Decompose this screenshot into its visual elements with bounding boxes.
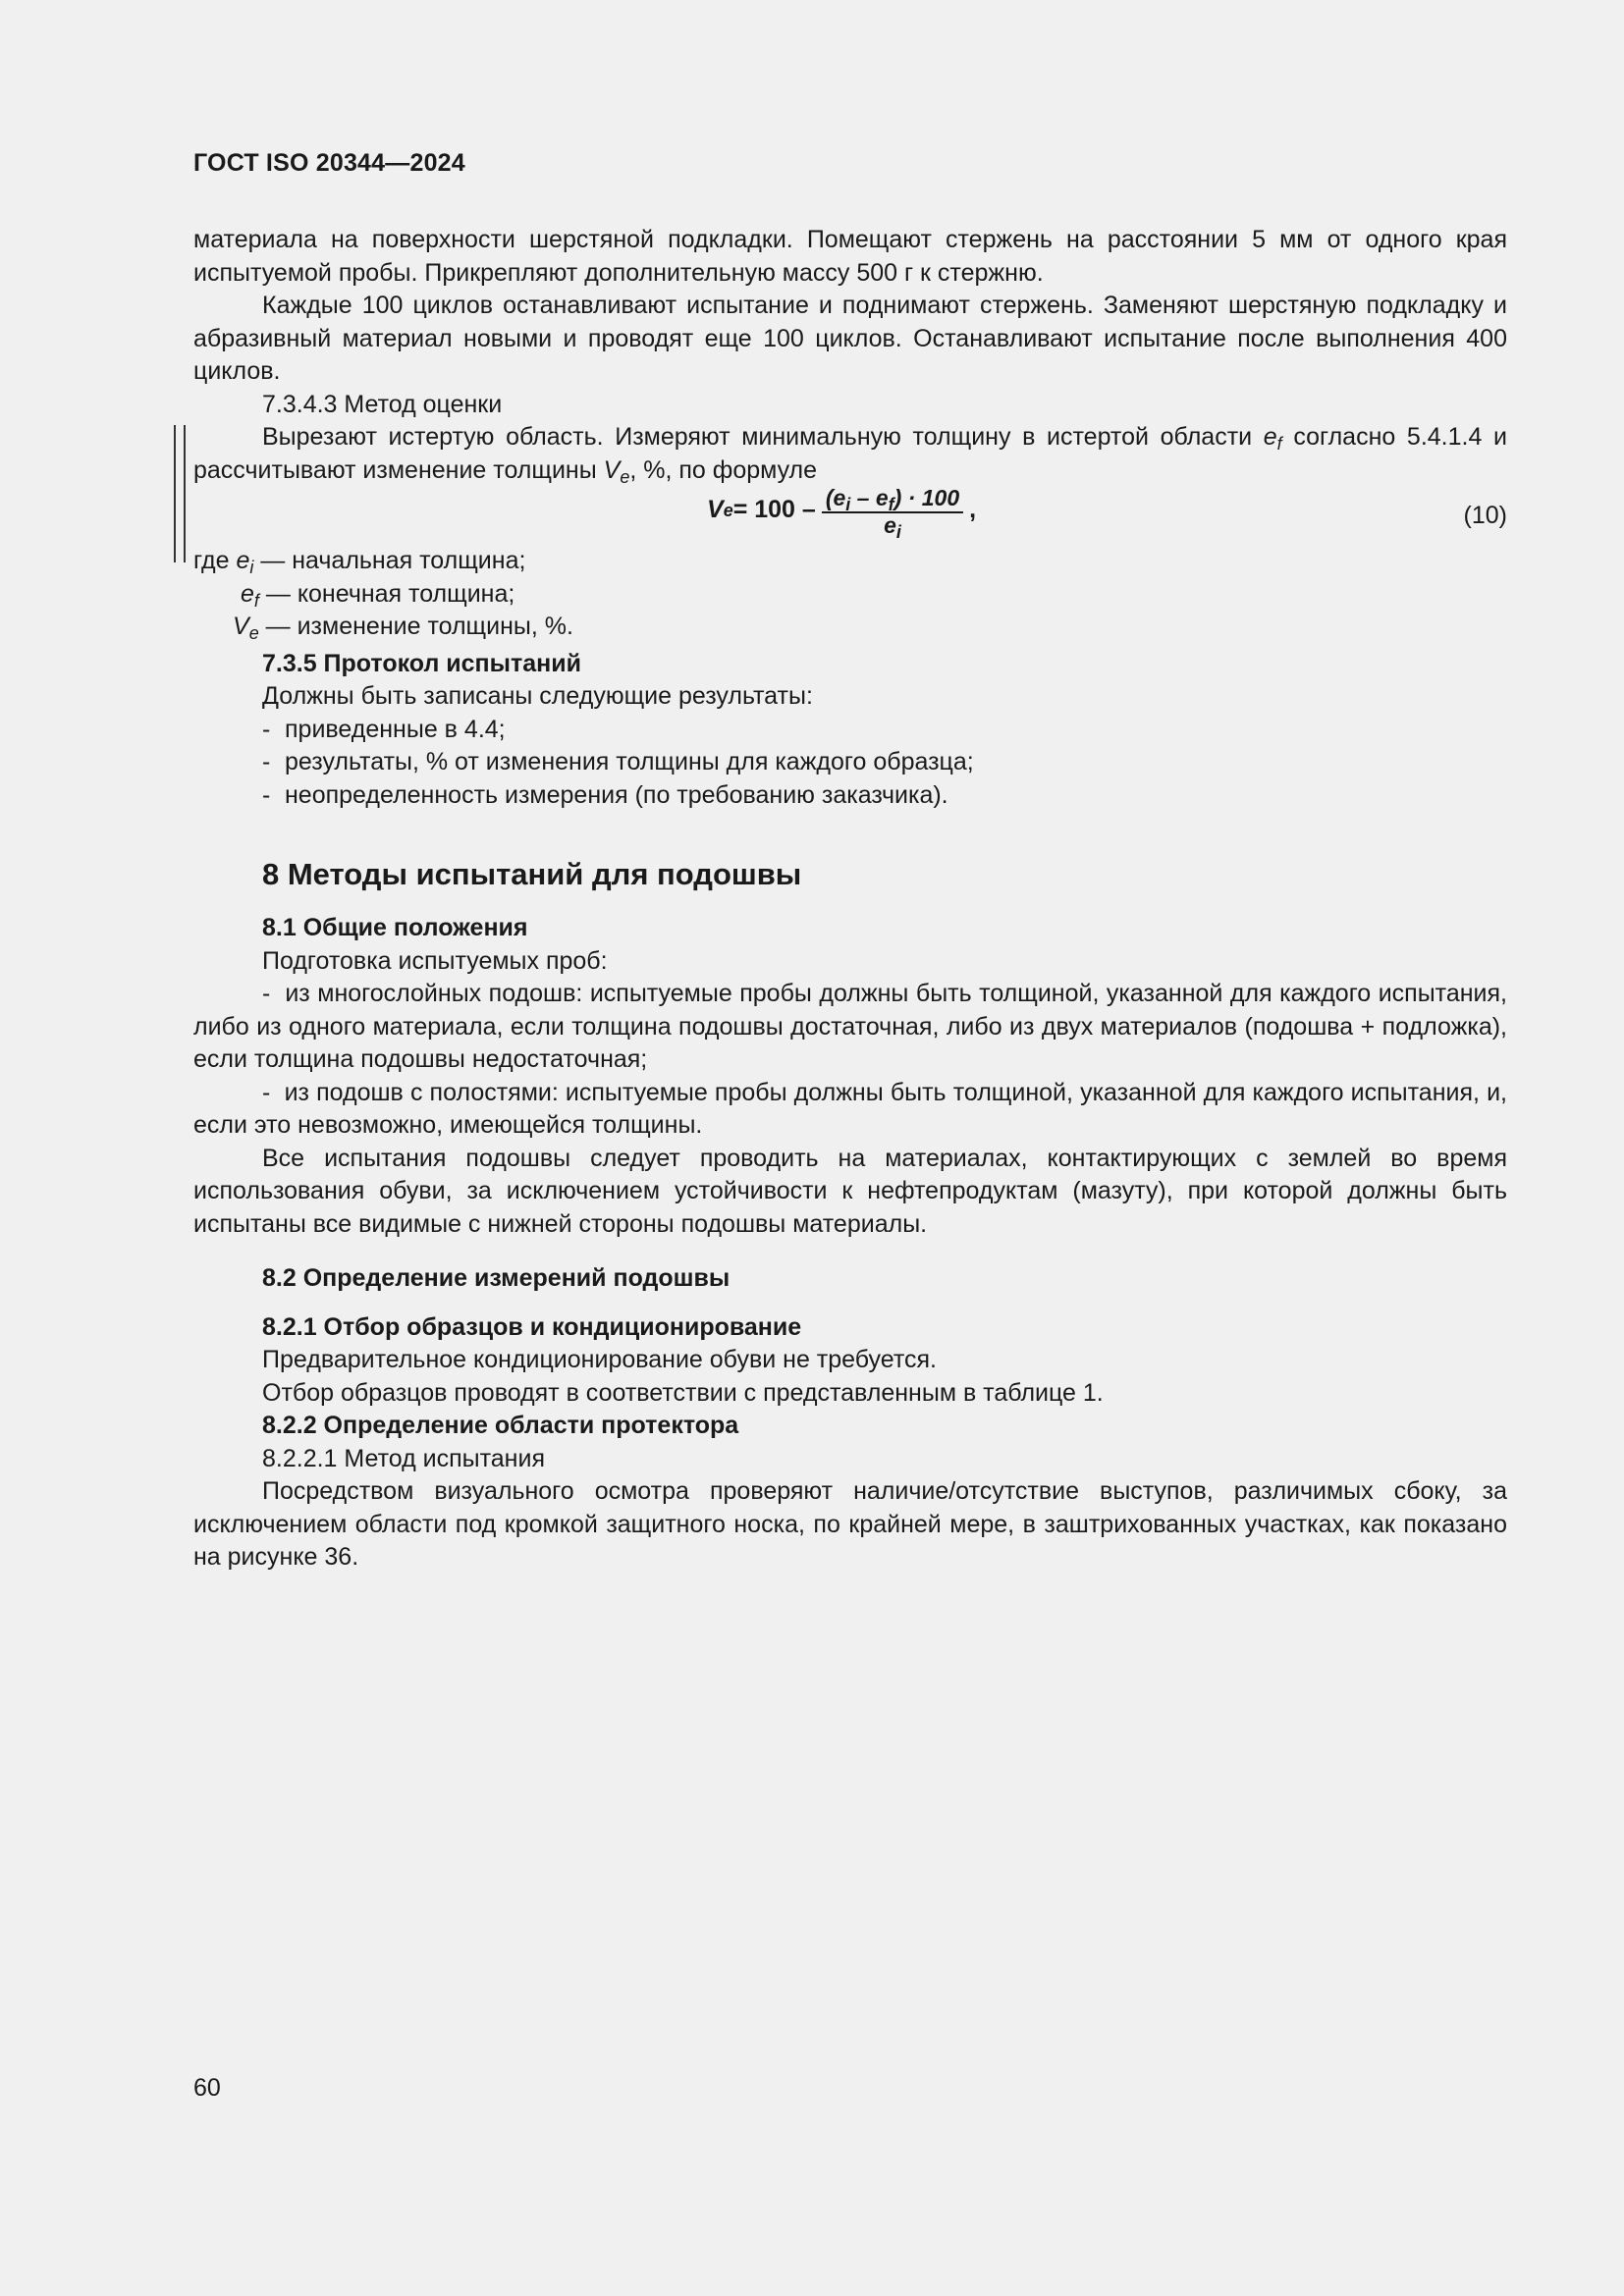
paragraph: Все испытания подошвы следует проводить на материалах, контактирующих с землей во время использования обуви, за исключением устойчивости к нефтепродуктам (мазуту), при которой должны быть испытаны все видимые с нижней стороны подошвы материалы. [193, 1144, 1507, 1238]
section-heading: 8.1 Общие положения [262, 914, 528, 941]
formula-row [193, 485, 1507, 545]
subsection-heading: 8.2.2.1 Метод испытания [262, 1444, 545, 1472]
page-number: 60 [193, 2074, 221, 2102]
change-bar [174, 425, 186, 562]
document-body [193, 224, 1507, 1575]
paragraph: Каждые 100 циклов останавливают испытание и поднимают стержень. Заменяют шерстяную подкладку и абразивный материал новыми и проводят еще 100 циклов. Останавливают испытание после выполнения 400 циклов. [193, 292, 1507, 385]
where-line: $e_f$ — конечная толщина; [241, 579, 515, 611]
formula: V e = 100 – $\frac{(e_i - e_f) \cdot 100}{e_i}$ , [707, 485, 977, 542]
chapter-heading: 8 Методы испытаний для подошвы [262, 857, 802, 891]
where-line: где $e_i$ — начальная толщина; [193, 547, 526, 577]
spacer [193, 1241, 1507, 1262]
list-item: - приведенные в 4.4; [262, 715, 506, 743]
list-item: - результаты, % от изменения толщины для каждого образца; [262, 748, 974, 775]
paragraph: Подготовка испытуемых проб: [262, 946, 608, 975]
where-line: $V_e$ — изменение толщины, %. [233, 613, 573, 643]
formula-fraction: $\frac{(e_i - e_f) \cdot 100}{e_i}$ [822, 484, 963, 537]
paragraph: материала на поверхности шерстяной подкладки. Помещают стержень на расстоянии 5 мм от одного края испытуемой пробы. Прикрепляют дополнительную массу 500 г к стержню. [193, 226, 1507, 287]
section-heading: 8.2 Определение измерений подошвы [262, 1264, 731, 1292]
list-item: - неопределенность измерения (по требованию заказчика). [262, 780, 948, 809]
spacer [193, 1296, 1507, 1311]
subsection-heading: 7.3.4.3 Метод оценки [262, 390, 503, 418]
list-item: - из подошв с полостями: испытуемые пробы должны быть толщиной, указанной для каждого испытания, и, если это невозможно, имеющейся толщины. [193, 1078, 1507, 1139]
paragraph: Отбор образцов проводят в соответствии с представленным в таблице 1. [262, 1378, 1104, 1407]
document-header: ГОСТ ISO 20344—2024 [193, 149, 465, 177]
subsection-heading: 8.2.2 Определение области протектора [262, 1412, 739, 1439]
formula-number: (10) [1463, 502, 1507, 529]
list-item: - из многослойных подошв: испытуемые пробы должны быть толщиной, указанной для каждого испытания, либо из одного материала, если толщина подошвы достаточная, либо из двух материалов (подошва + подложка), если толщина подошвы недостаточная; [193, 980, 1507, 1073]
paragraph: Посредством визуального осмотра проверяют наличие/отсутствие выступов, различимых сбоку, за исключением области под кромкой защитного носка, по крайней мере, в заштрихованных участках, как показано на рисунке 36. [193, 1477, 1507, 1571]
paragraph: Должны быть записаны следующие результаты: [262, 682, 813, 710]
paragraph: Предварительное кондиционирование обуви не требуется. [262, 1346, 937, 1373]
subsection-heading: 8.2.1 Отбор образцов и кондиционирование [262, 1312, 802, 1341]
section-heading: 7.3.5 Протокол испытаний [262, 649, 581, 677]
paragraph: Вырезают истертую область. Измеряют минимальную толщину в истертой области $e_f$ согласно 5.4.1.4 и рассчитывают изменение толщины $V_e$, %, по формуле [193, 423, 1507, 487]
